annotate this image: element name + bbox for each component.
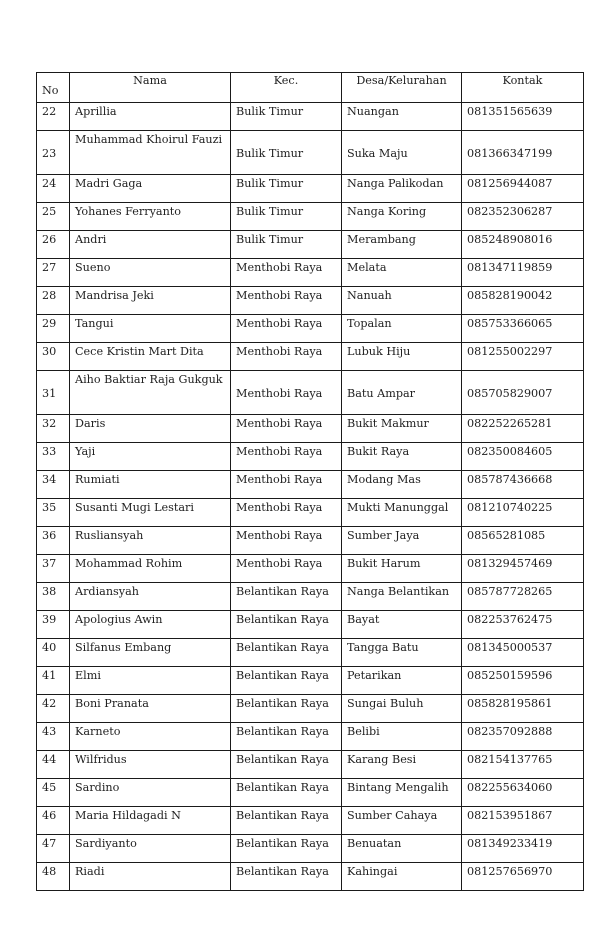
table-row [37,471,584,499]
cell-kontak: 085250159596 [462,667,584,695]
cell-no: 42 [37,695,70,723]
cell-desa: Bayat [342,611,462,639]
table-row [37,863,584,891]
cell-nama: Andri [70,231,231,259]
cell-desa: Mukti Manunggal [342,499,462,527]
cell-nama: Boni Pranata [70,695,231,723]
cell-kec: Menthobi Raya [231,443,342,471]
cell-desa: Nuangan [342,103,462,131]
cell-nama: Mandrisa Jeki [70,287,231,315]
table-row [37,639,584,667]
cell-nama: Elmi [70,667,231,695]
cell-no: 24 [37,175,70,203]
cell-no: 22 [37,103,70,131]
cell-kec: Menthobi Raya [231,259,342,287]
table-row [37,131,584,175]
cell-kontak: 082352306287 [462,203,584,231]
cell-no: 37 [37,555,70,583]
cell-no: 30 [37,343,70,371]
cell-desa: Belibi [342,723,462,751]
cell-no: 40 [37,639,70,667]
cell-desa: Nanuah [342,287,462,315]
cell-kontak: 082154137765 [462,751,584,779]
cell-desa: Bintang Mengalih [342,779,462,807]
cell-kontak: 085828190042 [462,287,584,315]
cell-nama: Mohammad Rohim [70,555,231,583]
table-row [37,499,584,527]
cell-desa: Topalan [342,315,462,343]
cell-no: 32 [37,415,70,443]
cell-nama: Yohanes Ferryanto [70,203,231,231]
table-row [37,611,584,639]
cell-desa: Tangga Batu [342,639,462,667]
cell-nama: Muhammad Khoirul Fauzi [70,131,231,175]
cell-kontak: 082253762475 [462,611,584,639]
cell-no: 44 [37,751,70,779]
cell-desa: Modang Mas [342,471,462,499]
table-row [37,723,584,751]
cell-no: 45 [37,779,70,807]
cell-desa: Karang Besi [342,751,462,779]
cell-kontak: 08565281085 [462,527,584,555]
cell-no: 46 [37,807,70,835]
cell-kec: Menthobi Raya [231,343,342,371]
table-row [37,203,584,231]
cell-no: 28 [37,287,70,315]
table-row [37,259,584,287]
table-row [37,583,584,611]
header-kec: Kec. [231,73,342,103]
cell-nama: Cece Kristin Mart Dita [70,343,231,371]
cell-kontak: 082153951867 [462,807,584,835]
cell-nama: Rusliansyah [70,527,231,555]
table-row [37,779,584,807]
cell-kontak: 085787436668 [462,471,584,499]
header-desa: Desa/Kelurahan [342,73,462,103]
table-row [37,807,584,835]
table-row [37,315,584,343]
table-row [37,527,584,555]
cell-kec: Belantikan Raya [231,751,342,779]
header-nama: Nama [70,73,231,103]
cell-desa: Nanga Koring [342,203,462,231]
cell-no: 43 [37,723,70,751]
cell-desa: Kahingai [342,863,462,891]
cell-kec: Bulik Timur [231,203,342,231]
cell-desa: Sumber Jaya [342,527,462,555]
header-no: No [37,73,70,103]
cell-no: 41 [37,667,70,695]
contact-table [36,72,584,891]
cell-kec: Bulik Timur [231,175,342,203]
cell-nama: Ardiansyah [70,583,231,611]
cell-kontak: 081256944087 [462,175,584,203]
cell-nama: Wilfridus [70,751,231,779]
table-row [37,835,584,863]
cell-no: 39 [37,611,70,639]
table-row [37,415,584,443]
cell-kec: Menthobi Raya [231,555,342,583]
cell-kontak: 081347119859 [462,259,584,287]
cell-no: 25 [37,203,70,231]
table-row [37,555,584,583]
cell-kec: Menthobi Raya [231,315,342,343]
cell-desa: Nanga Palikodan [342,175,462,203]
cell-nama: Daris [70,415,231,443]
table-row [37,371,584,415]
cell-kontak: 081366347199 [462,131,584,175]
cell-desa: Bukit Raya [342,443,462,471]
cell-desa: Sungai Buluh [342,695,462,723]
cell-desa: Nanga Belantikan [342,583,462,611]
cell-kec: Menthobi Raya [231,527,342,555]
cell-desa: Sumber Cahaya [342,807,462,835]
cell-kec: Belantikan Raya [231,667,342,695]
cell-kontak: 082350084605 [462,443,584,471]
cell-nama: Sueno [70,259,231,287]
cell-no: 33 [37,443,70,471]
cell-kontak: 085248908016 [462,231,584,259]
cell-desa: Benuatan [342,835,462,863]
header-kontak: Kontak [462,73,584,103]
cell-no: 36 [37,527,70,555]
cell-desa: Melata [342,259,462,287]
table-row [37,695,584,723]
cell-kec: Menthobi Raya [231,287,342,315]
cell-nama: Madri Gaga [70,175,231,203]
cell-nama: Maria Hildagadi N [70,807,231,835]
cell-nama: Susanti Mugi Lestari [70,499,231,527]
cell-nama: Karneto [70,723,231,751]
cell-no: 35 [37,499,70,527]
cell-desa: Lubuk Hiju [342,343,462,371]
cell-kontak: 085753366065 [462,315,584,343]
cell-no: 31 [37,371,70,415]
cell-kec: Bulik Timur [231,103,342,131]
cell-kec: Menthobi Raya [231,471,342,499]
cell-nama: Silfanus Embang [70,639,231,667]
cell-kec: Bulik Timur [231,231,342,259]
table-row [37,751,584,779]
cell-nama: Riadi [70,863,231,891]
cell-kec: Menthobi Raya [231,371,342,415]
cell-desa: Bukit Harum [342,555,462,583]
cell-kec: Menthobi Raya [231,499,342,527]
cell-kontak: 081329457469 [462,555,584,583]
cell-desa: Merambang [342,231,462,259]
cell-kec: Belantikan Raya [231,779,342,807]
cell-no: 38 [37,583,70,611]
cell-kec: Belantikan Raya [231,583,342,611]
cell-nama: Aiho Baktiar Raja Gukguk [70,371,231,415]
cell-no: 23 [37,131,70,175]
cell-no: 26 [37,231,70,259]
cell-kontak: 085787728265 [462,583,584,611]
cell-kontak: 081345000537 [462,639,584,667]
cell-nama: Sardino [70,779,231,807]
cell-desa: Batu Ampar [342,371,462,415]
table-body [37,103,584,891]
cell-kec: Belantikan Raya [231,807,342,835]
cell-no: 29 [37,315,70,343]
cell-kontak: 081257656970 [462,863,584,891]
cell-desa: Bukit Makmur [342,415,462,443]
cell-kec: Belantikan Raya [231,639,342,667]
cell-nama: Aprillia [70,103,231,131]
cell-kec: Belantikan Raya [231,695,342,723]
cell-kontak: 081349233419 [462,835,584,863]
cell-nama: Tangui [70,315,231,343]
cell-kec: Belantikan Raya [231,723,342,751]
cell-kontak: 081255002297 [462,343,584,371]
cell-no: 48 [37,863,70,891]
cell-desa: Petarikan [342,667,462,695]
table-row [37,667,584,695]
cell-no: 34 [37,471,70,499]
cell-nama: Sardiyanto [70,835,231,863]
table-header-row [37,73,584,103]
cell-nama: Rumiati [70,471,231,499]
cell-kontak: 082255634060 [462,779,584,807]
table-row [37,175,584,203]
cell-kec: Belantikan Raya [231,863,342,891]
cell-kontak: 081351565639 [462,103,584,131]
table-row [37,287,584,315]
cell-kontak: 085828195861 [462,695,584,723]
cell-kec: Belantikan Raya [231,611,342,639]
table-row [37,343,584,371]
cell-desa: Suka Maju [342,131,462,175]
cell-no: 47 [37,835,70,863]
cell-kec: Menthobi Raya [231,415,342,443]
table-row [37,231,584,259]
cell-kontak: 081210740225 [462,499,584,527]
table-row [37,103,584,131]
cell-nama: Yaji [70,443,231,471]
cell-no: 27 [37,259,70,287]
cell-kontak: 082357092888 [462,723,584,751]
cell-kontak: 085705829007 [462,371,584,415]
cell-kontak: 082252265281 [462,415,584,443]
cell-kec: Belantikan Raya [231,835,342,863]
cell-kec: Bulik Timur [231,131,342,175]
table-row [37,443,584,471]
cell-nama: Apologius Awin [70,611,231,639]
